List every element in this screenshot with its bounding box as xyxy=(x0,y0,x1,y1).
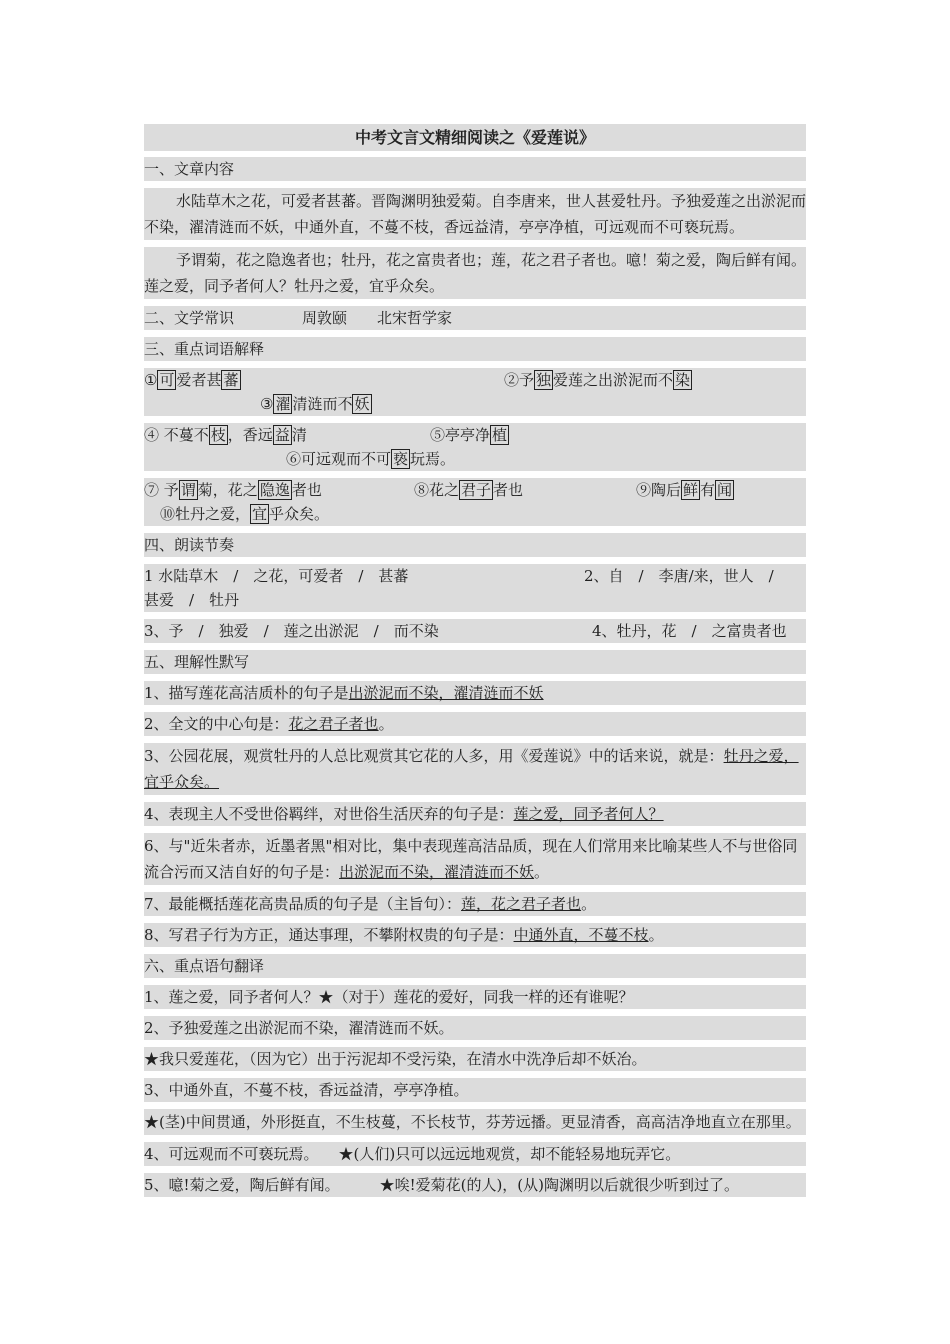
vocab-row-2 xyxy=(144,423,806,447)
recall-3: 3、公园花展，观赏牡丹的人总比观赏其它花的人多，用《爱莲说》中的话来说，就是：牡丹之爱，宜乎众矣。 xyxy=(144,743,806,795)
rhythm-row-2 xyxy=(144,619,806,643)
recall-answer: 中通外直，不蔓不枝 xyxy=(513,926,649,944)
translation-5: 5、噫!菊之爱，陶后鲜有闻。 ★唉!爱菊花(的人)，(从)陶渊明以后就很少听到过了。 xyxy=(144,1173,806,1197)
section-4-heading: 四、朗读节奏 xyxy=(144,533,806,557)
section-2-heading: 二、文学常识 xyxy=(144,309,235,327)
recall-8: 8、写君子行为方正，通达事理，不攀附权贵的句子是：中通外直，不蔓不枝。 xyxy=(144,923,806,947)
vocab-item-6: ⑥可远观而不可 亵 玩焉。 xyxy=(144,447,806,471)
document-page xyxy=(144,124,806,1204)
translation-3-answer: ★(茎)中间贯通，外形挺直，不生枝蔓，不长枝节，芬芳远播。更显清香，高高洁净地直立在那里。 xyxy=(144,1109,806,1135)
section-5-heading: 五、理解性默写 xyxy=(144,650,806,674)
author-desc: 北宋哲学家 xyxy=(377,309,453,327)
vocab-item-5: ⑤亭亭净 植 xyxy=(430,426,508,444)
rhythm-2: 2、自 / 李唐/来，世人 / xyxy=(584,567,774,585)
vocab-item-4: ④ 不蔓不 枝 ，香远 益 清 xyxy=(144,426,307,444)
passage-paragraph-2: 予谓菊，花之隐逸者也；牡丹，花之富贵者也；莲，花之君子者也。噫！菊之爱，陶后鲜有闻。莲之爱，同予者何人？牡丹之爱，宜乎众矣。 xyxy=(144,247,806,299)
vocab-row-1 xyxy=(144,368,806,392)
recall-1: 1、描写莲花高洁质朴的句子是出淤泥而不染，濯清涟而不妖 xyxy=(144,681,806,705)
translation-3: 3、中通外直，不蔓不枝，香远益清，亭亭净植。 xyxy=(144,1078,806,1102)
recall-answer: 出淤泥而不染，濯清涟而不妖 xyxy=(339,863,535,881)
recall-7: 7、最能概括莲花高贵品质的句子是（主旨句）：莲，花之君子者也。 xyxy=(144,892,806,916)
author-name: 周敦颐 xyxy=(302,309,348,327)
vocab-item-8: ⑧花之 君子 者也 xyxy=(414,481,524,499)
recall-6: 6、与"近朱者赤，近墨者黑"相对比，集中表现莲高洁品质，现在人们常用来比喻某些人不与世俗同流合污而又洁自好的句子是：出淤泥而不染，濯清涟而不妖。 xyxy=(144,833,806,885)
recall-2: 2、全文的中心句是：花之君子者也。 xyxy=(144,712,806,736)
vocab-item-7: ⑦ 予 谓 菊，花之 隐逸 者也 xyxy=(144,481,322,499)
recall-answer: 莲之爱，同予者何人？ xyxy=(513,805,664,823)
page-title: 中考文言文精细阅读之《爱莲说》 xyxy=(144,124,806,151)
passage-paragraph-1: 水陆草木之花，可爱者甚蕃。晋陶渊明独爱菊。自李唐来，世人甚爱牡丹。予独爱莲之出淤泥而不染，濯清涟而不妖，中通外直，不蔓不枝，香远益清，亭亭净植，可远观而不可亵玩焉。 xyxy=(144,188,806,240)
vocab-item-2: ②予 独 爱莲之出淤泥而不 染 xyxy=(504,371,691,389)
section-6-heading: 六、重点语句翻译 xyxy=(144,954,806,978)
recall-answer: 牡丹之爱，宜乎众矣。 xyxy=(144,747,799,791)
vocab-row-3 xyxy=(144,478,806,502)
rhythm-row-1-cont: 甚爱 / 牡丹 xyxy=(144,588,806,612)
rhythm-row-1 xyxy=(144,564,806,588)
rhythm-1: 1 水陆草木 / 之花，可爱者 / 甚蕃 xyxy=(144,567,409,585)
rhythm-4: 4、牡丹，花 / 之富贵者也 xyxy=(592,622,787,640)
translation-1: 1、莲之爱，同予者何人？★（对于）莲花的爱好，同我一样的还有谁呢？ xyxy=(144,985,806,1009)
translation-4: 4、可远观而不可亵玩焉。 ★(人们)只可以远远地观赏，却不能轻易地玩弄它。 xyxy=(144,1142,806,1166)
recall-answer: 出淤泥而不染，濯清涟而不妖 xyxy=(348,684,544,702)
section-3-heading: 三、重点词语解释 xyxy=(144,337,806,361)
vocab-item-1: ① 可 爱者甚 蕃 xyxy=(144,371,239,389)
recall-answer: 莲，花之君子者也 xyxy=(461,895,582,913)
vocab-item-3: ③ 濯 清涟而不 妖 xyxy=(144,392,806,416)
translation-2-answer: ★我只爱莲花，（因为它）出于污泥却不受污染，在清水中洗净后却不妖冶。 xyxy=(144,1047,806,1071)
recall-answer: 花之君子者也 xyxy=(288,715,379,733)
section-2-line xyxy=(144,306,806,330)
recall-4: 4、表现主人不受世俗羁绊，对世俗生活厌弃的句子是：莲之爱，同予者何人？ xyxy=(144,802,806,826)
vocab-item-9: ⑨陶后 鲜 有 闻 xyxy=(636,481,733,499)
section-1-heading: 一、文章内容 xyxy=(144,157,806,181)
rhythm-3: 3、予 / 独爱 / 莲之出淤泥 / 而不染 xyxy=(144,622,439,640)
vocab-item-10: ⑩牡丹之爱， 宜 乎众矣。 xyxy=(144,502,806,526)
translation-2: 2、予独爱莲之出淤泥而不染，濯清涟而不妖。 xyxy=(144,1016,806,1040)
